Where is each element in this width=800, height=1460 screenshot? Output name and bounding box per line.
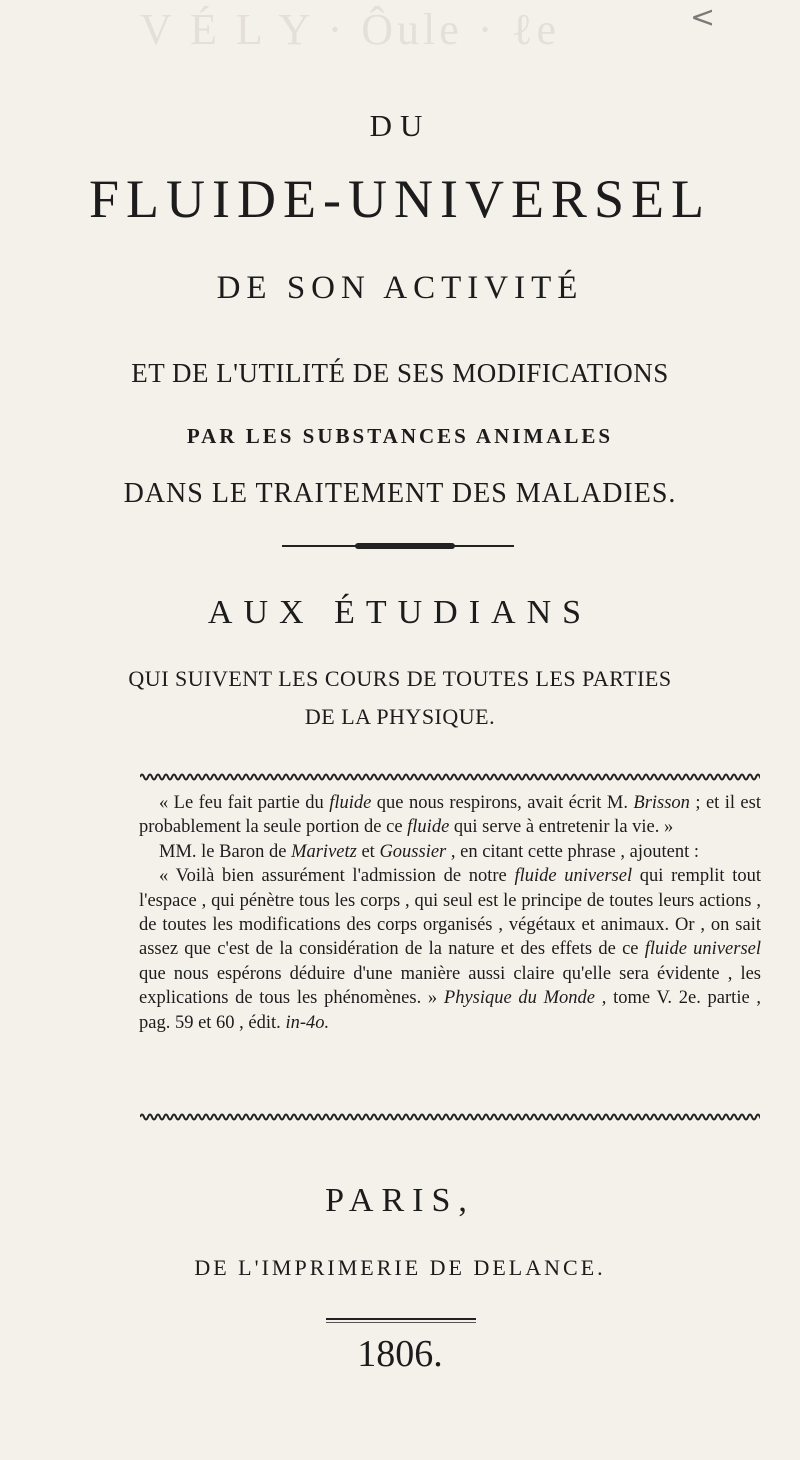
page-title: FLUIDE-UNIVERSEL — [89, 169, 711, 229]
corner-pencil-mark: < — [690, 0, 716, 35]
imprint-rule-thin — [326, 1322, 476, 1323]
quote-paragraph-1: « Le feu fait partie du fluide que nous respirons, avait écrit M. Brisson ; et il est probablement la seule portion de ce fluide qui serve à entretenir la vie. » — [139, 793, 761, 838]
bleed-through-text: V É L Y · Ôule · ℓe — [139, 5, 561, 54]
imprint-city: PARIS, — [325, 1182, 475, 1219]
dedication-line-1: QUI SUIVENT LES COURS DE TOUTES LES PARTIES — [128, 666, 672, 691]
dedication-heading: AUX ÉTUDIANS — [207, 594, 593, 631]
dedication-line-2: DE LA PHYSIQUE. — [304, 704, 496, 729]
subtitle-line-2: ET DE L'UTILITÉ DE SES MODIFICATIONS — [131, 358, 669, 388]
imprint-year: 1806. — [357, 1333, 443, 1375]
quote-paragraph-2: MM. le Baron de Marivetz et Goussier , en citant cette phrase , ajoutent : — [159, 841, 699, 862]
imprint-printer: DE L'IMPRIMERIE DE DELANCE. — [194, 1255, 606, 1280]
subtitle-line-1: DE SON ACTIVITÉ — [216, 270, 584, 306]
title-prefix: DU — [369, 108, 431, 143]
ornamental-wave-rule-bottom — [140, 1112, 760, 1122]
imprint-rule — [326, 1318, 476, 1320]
divider-rule-ornament — [355, 543, 455, 549]
subtitle-line-3: PAR LES SUBSTANCES ANIMALES — [186, 424, 614, 448]
quote-paragraph-3: « Voilà bien assurément l'admission de notre fluide universel qui remplit tout l'espace , qui pénètre tous les corps , qui seul est le principe de toutes leurs actions , de toutes les modifications des corps organisés , végétaux et animaux. Or , on sait assez que c'est de la considération de la nature et des effets de ce fluide universel que nous espérons déduire d'une manière aussi claire qu'elle sera évidente , les explications de tous les phénomènes. » Physique du Monde , tome V. 2e. partie , pag. 59 et 60 , édit. in-4o. — [139, 866, 762, 1033]
ornamental-wave-rule-top — [140, 772, 760, 782]
epigraph-quote — [139, 791, 761, 1035]
subtitle-line-4: DANS LE TRAITEMENT DES MALADIES. — [123, 478, 677, 509]
